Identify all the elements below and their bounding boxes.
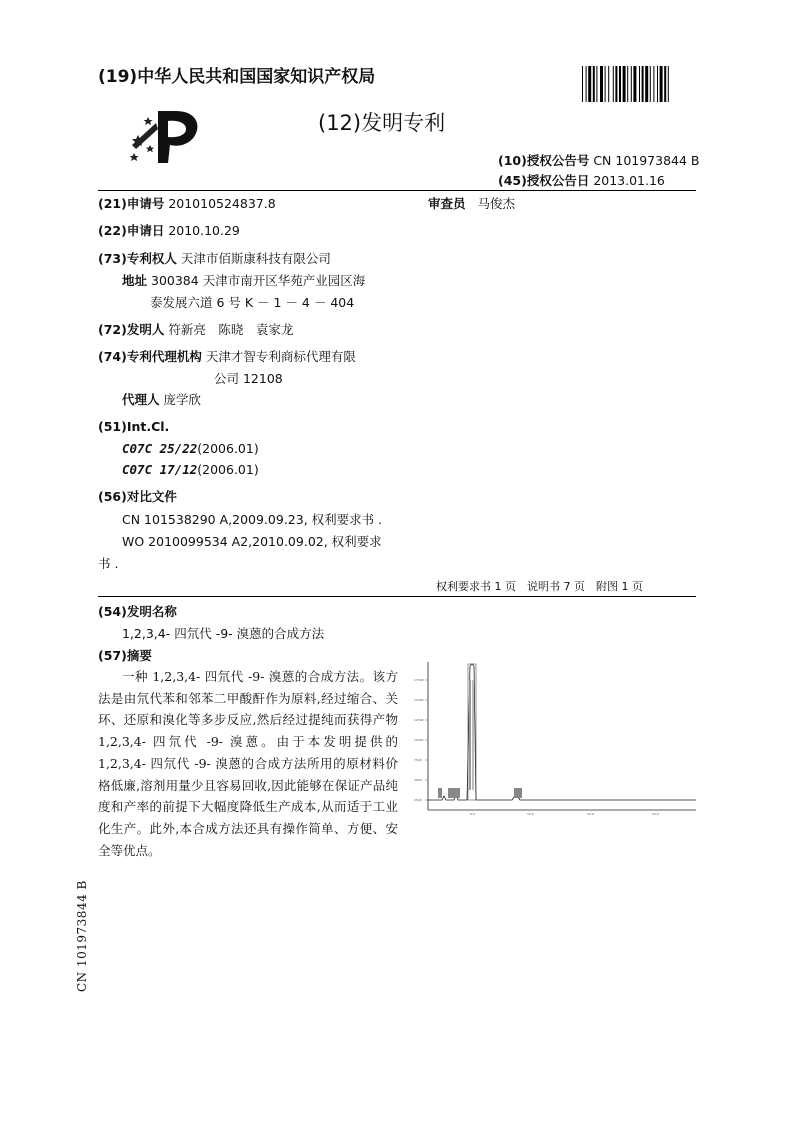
patentee-value: 天津市佰斯康科技有限公司 (180, 251, 331, 266)
svg-text:15000: 15000 (414, 698, 424, 702)
title-label-text: (54)发明名称 (98, 604, 177, 619)
address-label: 地址 (122, 273, 148, 288)
svg-text:30.0: 30.0 (652, 812, 659, 816)
application-number-label: (21)申请号 (98, 196, 165, 211)
application-number (98, 193, 276, 214)
publication-date-label: (45)授权公告日 (498, 173, 590, 188)
agent (122, 389, 201, 410)
ipc-label (98, 416, 169, 437)
ipc-label-text: (51)Int.Cl. (98, 419, 170, 434)
title-label (98, 601, 177, 622)
ipc-class-2 (122, 459, 259, 480)
office-logo (128, 105, 208, 165)
svg-text:5000: 5000 (414, 778, 422, 782)
issuing-office: (19)中华人民共和国国家知识产权局 (98, 67, 376, 87)
address-line2: 泰发展六道 6 号 K － 1 － 4 － 404 (150, 295, 355, 310)
publication-number (498, 151, 700, 169)
svg-text:7500: 7500 (414, 758, 422, 762)
inventors-value: 符新亮 陈晓 袁家龙 (168, 322, 294, 337)
examiner-value: 马俊杰 (477, 196, 515, 211)
references-label (98, 486, 177, 507)
patent-agency-label: (74)专利代理机构 (98, 349, 202, 364)
examiner (428, 193, 515, 214)
patentee (98, 248, 331, 269)
address (122, 270, 365, 291)
address-line1: 300384 天津市南开区华苑产业园区海 (151, 273, 366, 288)
invention-title: 1,2,3,4- 四氘代 -9- 溴蒽的合成方法 (122, 626, 325, 641)
ipc-class-1-year: (2006.01) (197, 441, 259, 456)
patent-agency (98, 346, 356, 367)
page-counts: 权利要求书 1 页 说明书 7 页 附图 1 页 (436, 580, 643, 593)
application-date (98, 220, 240, 241)
inventors (98, 319, 293, 340)
publication-date (498, 171, 665, 189)
reference-2-line2: 书 . (98, 556, 119, 571)
reference-2-line1: WO 2010099534 A2,2010.09.02, 权利要求 (122, 534, 382, 549)
inventors-label: (72)发明人 (98, 322, 165, 337)
header-divider (98, 190, 696, 191)
agent-value: 庞学欣 (163, 392, 202, 407)
ipc-class-2-code: C07C 17/12 (122, 462, 198, 477)
patent-agency-line1: 天津才智专利商标代理有限 (205, 349, 356, 364)
publication-date-value: 2013.01.16 (593, 173, 665, 188)
application-date-label: (22)申请日 (98, 223, 165, 238)
ipc-class-1 (122, 438, 259, 459)
publication-number-value: CN 101973844 B (593, 153, 700, 168)
document-type: (12)发明专利 (318, 111, 446, 135)
reference-1: CN 101538290 A,2009.09.23, 权利要求书 . (122, 512, 383, 527)
svg-text:17500: 17500 (414, 678, 424, 682)
abstract-label (98, 645, 152, 666)
patentee-label: (73)专利权人 (98, 251, 177, 266)
svg-text:12500: 12500 (414, 718, 424, 722)
section-divider (98, 596, 696, 597)
ipc-class-2-year: (2006.01) (197, 462, 259, 477)
examiner-label: 审查员 (428, 196, 466, 211)
svg-text:10000: 10000 (414, 738, 424, 742)
barcode-image (582, 66, 697, 102)
svg-text:20.0: 20.0 (587, 812, 594, 816)
svg-text:0.0: 0.0 (470, 812, 475, 816)
svg-text:10.0: 10.0 (527, 812, 534, 816)
agent-label: 代理人 (122, 392, 160, 407)
abstract-figure (412, 660, 698, 816)
patent-agency-line2: 公司 12108 (214, 371, 283, 386)
application-date-value: 2010.10.29 (168, 223, 240, 238)
side-publication-number: CN 101973844 B (75, 880, 89, 992)
publication-number-label: (10)授权公告号 (498, 153, 590, 168)
svg-text:2500: 2500 (414, 798, 422, 802)
application-number-value: 201010524837.8 (168, 196, 276, 211)
references-label-text: (56)对比文件 (98, 489, 177, 504)
abstract-label-text: (57)摘要 (98, 648, 152, 663)
abstract-text: 一种 1,2,3,4- 四氘代 -9- 溴蒽的合成方法。该方法是由氘代苯和邻苯二甲酸酐作为原料,经过缩合、关环、还原和溴化等多步反应,然后经过提纯而获得产物 1,2,3,4- 四氘代 -9- 溴蒽。由于本发明提供的 1,2,3,4- 四氘代 -9- 溴蒽的合成方法所用的原材料价格低廉,溶剂用量少且容易回收,因此能够在保证产品纯度和产率的前提下大幅度降低生产成本,从而适于工业化生产。此外,本合成方法还具有操作简单、方便、安全等优点。 (98, 669, 398, 858)
ipc-class-1-code: C07C 25/22 (122, 441, 198, 456)
